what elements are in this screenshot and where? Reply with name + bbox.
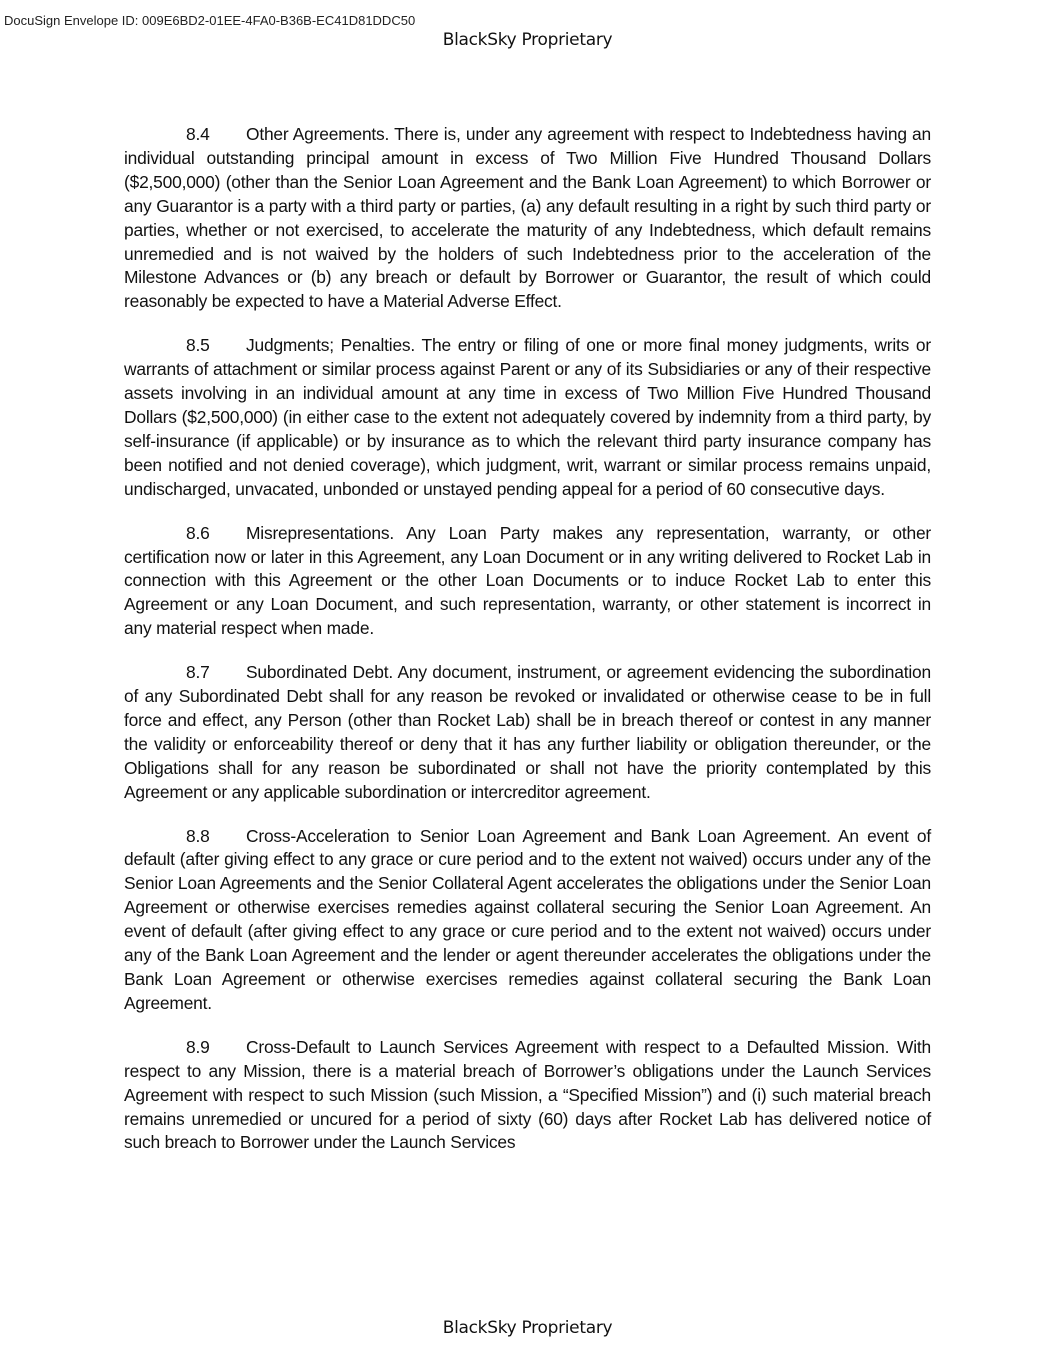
section-8-9 — [124, 1036, 931, 1156]
section-number: 8.5 — [186, 335, 210, 356]
section-8-6 — [124, 522, 931, 642]
section-body: An event of default (after giving effect to any grace or cure period and to the extent not waived) occurs under any of the Senior Loan Agreements and the Senior Collateral Agent accelerates the obligations under the Senior Loan Agreement or otherwise exercises remedies against collateral securing the Senior Loan Agreement. An event of default (after giving effect to any grace or cure period and to the extent not waived) occurs under any of the Bank Loan Agreement and the lender or agent thereunder accelerates the obligations under the Bank Loan Agreement or otherwise exercises remedies against collateral securing the Bank Loan Agreement. — [124, 825, 932, 1013]
section-number: 8.6 — [186, 522, 210, 543]
document-body — [124, 123, 931, 1175]
section-8-5 — [124, 334, 931, 501]
docusign-envelope-id: DocuSign Envelope ID: 009E6BD2-01EE-4FA0-B36B-EC41D81DDC50 — [4, 13, 416, 28]
section-body: With respect to any Mission, there is a material breach of Borrower’s obligations under the Launch Services Agreement with respect to such Mission (such Mission, a “Specified Mission”) and (i) such material breach remains unremedied or uncured for a period of sixty (60) days after Rocket Lab has delivered notice of such breach to Borrower under the Launch Services — [124, 1036, 932, 1153]
section-heading: Cross-Default to Launch Services Agreement with respect to a Defaulted Mission. — [246, 1036, 890, 1057]
section-body: Any Loan Party makes any representation, warranty, or other certification now or later in this Agreement, any Loan Document or in any writing delivered to Rocket Lab in connection with this Agreement or the other Loan Documents or to induce Rocket Lab to enter this Agreement or any Loan Document, and such representation, warranty, or other statement is incorrect in any material respect when made. — [124, 522, 932, 639]
section-heading: Cross-Acceleration to Senior Loan Agreement and Bank Loan Agreement. — [246, 825, 831, 846]
section-body: The entry or filing of one or more final money judgments, writs or warrants of attachment or similar process against Parent or any of its Subsidiaries or any of their respective assets involving in an individual amount at any time in excess of Two Million Five Hundred Thousand Dollars ($2,500,000) (in either case to the extent not adequately covered by indemnity from a third party, by self-insurance (if applicable) or by insurance as to which the relevant third party insurance company has been notified and not denied coverage), which judgment, writ, warrant or similar process remains unpaid, undischarged, unvacated, unbonded or unstayed pending appeal for a period of 60 consecutive days. — [124, 335, 931, 499]
page-header: BlackSky Proprietary — [442, 30, 613, 50]
section-number: 8.7 — [186, 662, 210, 683]
section-heading: Subordinated Debt. — [246, 662, 394, 683]
page-footer: BlackSky Proprietary — [442, 1318, 613, 1338]
section-heading: Misrepresentations. — [246, 522, 394, 543]
section-number: 8.4 — [186, 124, 210, 144]
section-8-8 — [124, 825, 931, 1016]
section-8-4 — [124, 123, 931, 314]
section-heading: Judgments; Penalties. — [246, 335, 416, 356]
section-heading: Other Agreements. — [246, 124, 390, 144]
section-number: 8.9 — [186, 1036, 210, 1057]
section-8-7 — [124, 661, 931, 804]
section-body: Any document, instrument, or agreement evidencing the subordination of any Subordinated Debt shall for any reason be revoked or invalidated or otherwise cease to be in full force and effect, any Person (other than Rocket Lab) shall be in breach thereof or contest in any manner the validity or enforceability thereof or deny that it has any further liability or obligation thereunder, or the Obligations shall for any reason be subordinated or shall not have the priority contemplated by this Agreement or any applicable subordination or intercreditor agreement. — [124, 662, 931, 802]
section-body: There is, under any agreement with respect to Indebtedness having an individual outstanding principal amount in excess of Two Million Five Hundred Thousand Dollars ($2,500,000) (other than the Senior Loan Agreement and the Bank Loan Agreement) to which Borrower or any Guarantor is a party with a third party or parties, (a) any default resulting in a right by such third party or parties, whether or not exercised, to accelerate the maturity of any Indebtedness, which default remains unremedied and is not waived by the holders of such Indebtedness prior to the acceleration of the Milestone Advances or (b) any breach or default by Borrower or Guarantor, the result of which could reasonably be expected to have a Material Adverse Effect. — [124, 124, 931, 312]
section-number: 8.8 — [186, 825, 210, 846]
